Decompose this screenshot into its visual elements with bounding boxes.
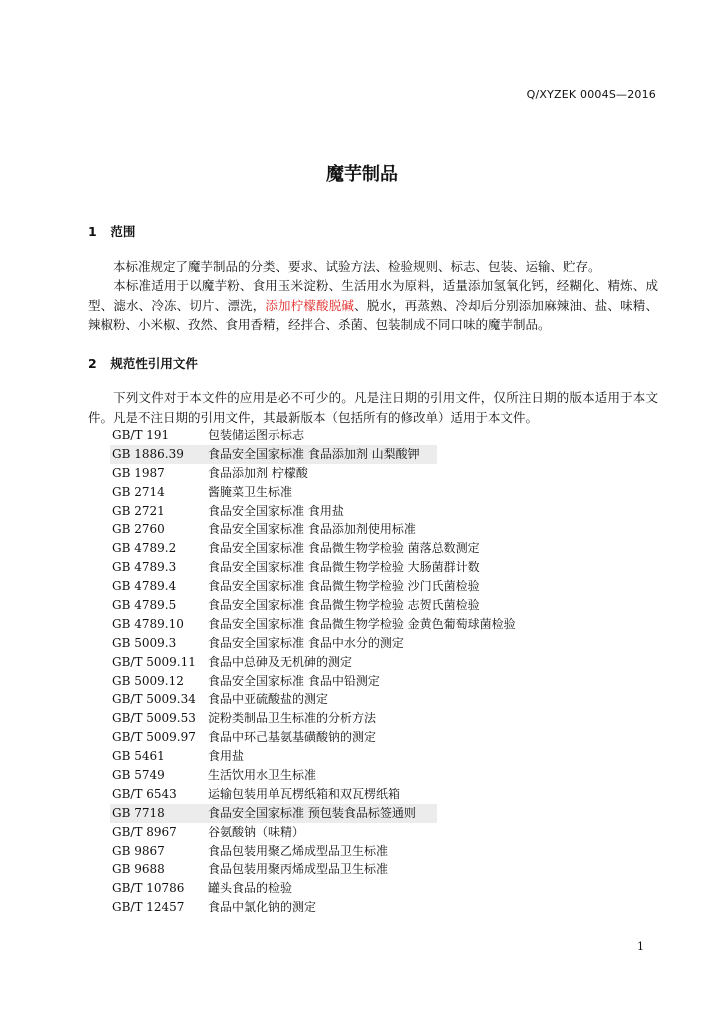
reference-code: GB 9867 [112, 843, 165, 858]
scope-paragraph-1 [88, 257, 658, 277]
scope-text-1: 本标准规定了魔芋制品的分类、要求、试验方法、检验规则、标志、包装、运输、贮存。 [113, 259, 601, 274]
references-intro [88, 388, 658, 427]
reference-code: GB/T 6543 [112, 786, 177, 801]
reference-title: 谷氨酸钠（味精） [208, 824, 305, 839]
reference-code: GB 2760 [112, 522, 165, 537]
reference-title: 淀粉类制品卫生标准的分析方法 [208, 711, 377, 726]
reference-code: GB 2721 [112, 503, 165, 518]
reference-row [112, 823, 612, 842]
reference-row [112, 747, 612, 766]
reference-code: GB 1987 [112, 465, 165, 480]
reference-row [112, 766, 612, 785]
reference-code: GB/T 10786 [112, 881, 185, 896]
reference-row [110, 445, 437, 464]
reference-code: GB 1886.39 [112, 446, 184, 461]
reference-list [112, 426, 612, 917]
reference-code: GB 9688 [112, 862, 165, 877]
reference-code: GB/T 5009.34 [112, 692, 196, 707]
reference-row [112, 653, 612, 672]
page-title: 魔芋制品 [326, 164, 398, 185]
reference-row [112, 785, 612, 804]
reference-code: GB/T 191 [112, 428, 170, 442]
reference-title: 食品中总砷及无机砷的测定 [208, 654, 353, 669]
page-number: 1 [637, 940, 644, 953]
reference-row [112, 577, 612, 596]
reference-row [112, 426, 612, 445]
reference-code: GB/T 5009.11 [112, 654, 196, 669]
reference-title: 食品安全国家标准 食品微生物学检验 金黄色葡萄球菌检验 [208, 616, 516, 631]
reference-row [112, 690, 612, 709]
reference-title: 包装储运图示标志 [208, 428, 305, 442]
reference-title: 食用盐 [208, 749, 245, 764]
reference-title: 食品包装用聚丙烯成型品卫生标准 [208, 862, 389, 877]
reference-title: 食品安全国家标准 食品微生物学检验 沙门氏菌检验 [208, 579, 480, 594]
reference-row [112, 539, 612, 558]
reference-code: GB 7718 [112, 805, 165, 820]
reference-code: GB/T 8967 [112, 824, 177, 839]
reference-code: GB 4789.10 [112, 616, 184, 631]
reference-row [112, 520, 612, 539]
reference-code: GB 5009.3 [112, 635, 177, 650]
section-heading-references [88, 354, 198, 372]
reference-row [112, 596, 612, 615]
reference-title: 食品安全国家标准 食品微生物学检验 菌落总数测定 [208, 541, 480, 556]
reference-title: 食品安全国家标准 食品中铅测定 [208, 673, 380, 688]
scope-paragraph-2 [88, 276, 658, 335]
reference-row [112, 842, 612, 861]
reference-row [112, 672, 612, 691]
reference-title: 食品中氯化钠的测定 [208, 900, 317, 915]
reference-title: 生活饮用水卫生标准 [208, 768, 317, 783]
reference-row [112, 860, 612, 879]
reference-row [110, 804, 437, 823]
section-number: 1 [88, 224, 97, 239]
reference-title: 食品安全国家标准 食品微生物学检验 志贺氏菌检验 [208, 598, 480, 613]
reference-row [112, 558, 612, 577]
reference-code: GB/T 5009.53 [112, 711, 196, 726]
reference-title: 食品中环己基氨基磺酸钠的测定 [208, 730, 377, 745]
reference-row [112, 709, 612, 728]
reference-title: 食品安全国家标准 食品中水分的测定 [208, 635, 404, 650]
section-heading-scope [88, 222, 135, 240]
reference-code: GB 5009.12 [112, 673, 184, 688]
reference-code: GB 4789.5 [112, 598, 177, 613]
reference-code: GB/T 5009.97 [112, 730, 196, 745]
reference-title: 食品安全国家标准 食品添加剂 山梨酸钾 [208, 446, 420, 461]
reference-title: 食品安全国家标准 食用盐 [208, 503, 344, 518]
reference-title: 食品包装用聚乙烯成型品卫生标准 [208, 843, 389, 858]
document-code: Q/XYZEK 0004S—2016 [526, 88, 656, 101]
reference-code: GB 5749 [112, 768, 165, 783]
reference-row [112, 898, 612, 917]
reference-row [112, 464, 612, 483]
reference-title: 食品添加剂 柠檬酸 [208, 465, 308, 480]
section-number: 2 [88, 356, 97, 371]
reference-row [112, 728, 612, 747]
reference-title: 食品安全国家标准 预包装食品标签通则 [208, 805, 416, 820]
reference-code: GB 4789.2 [112, 541, 177, 556]
reference-row [112, 634, 612, 653]
reference-code: GB 2714 [112, 484, 165, 499]
reference-title: 食品安全国家标准 食品微生物学检验 大肠菌群计数 [208, 560, 480, 575]
reference-code: GB/T 12457 [112, 900, 185, 915]
reference-code: GB 4789.4 [112, 579, 177, 594]
reference-row [112, 879, 612, 898]
reference-title: 食品安全国家标准 食品添加剂使用标准 [208, 522, 416, 537]
reference-title: 运输包装用单瓦楞纸箱和双瓦楞纸箱 [208, 786, 401, 801]
references-intro-text: 下列文件对于本文件的应用是必不可少的。凡是注日期的引用文件，仅所注日期的版本适用于本文件。凡是不注日期的引用文件，其最新版本（包括所有的修改单）适用于本文件。 [88, 390, 658, 425]
reference-row [112, 502, 612, 521]
scope-text-2a: 本标准适用于以魔芋粉、食用玉米淀粉、生活用水为原料，适量添加氢氧化钙，经糊化、精炼、成型、滤水、冷冻、切片、漂洗， [88, 278, 658, 313]
section-title: 范围 [110, 224, 136, 239]
section-title: 规范性引用文件 [110, 356, 198, 371]
reference-title: 罐头食品的检验 [208, 881, 293, 896]
reference-code: GB 4789.3 [112, 560, 177, 575]
scope-text-2b: 、脱水，再蒸熟、冷却后分别添加麻辣油、盐、味精、辣椒粉、小米椒、孜然、食用香精，经拌合、杀菌、包装制成不同口味的魔芋制品。 [88, 297, 658, 332]
highlighted-text: 添加柠檬酸脱碱 [265, 297, 355, 313]
reference-title: 食品中亚硫酸盐的测定 [208, 692, 329, 707]
reference-row [112, 615, 612, 634]
reference-row [112, 483, 612, 502]
reference-code: GB 5461 [112, 749, 165, 764]
reference-title: 酱腌菜卫生标准 [208, 484, 293, 499]
